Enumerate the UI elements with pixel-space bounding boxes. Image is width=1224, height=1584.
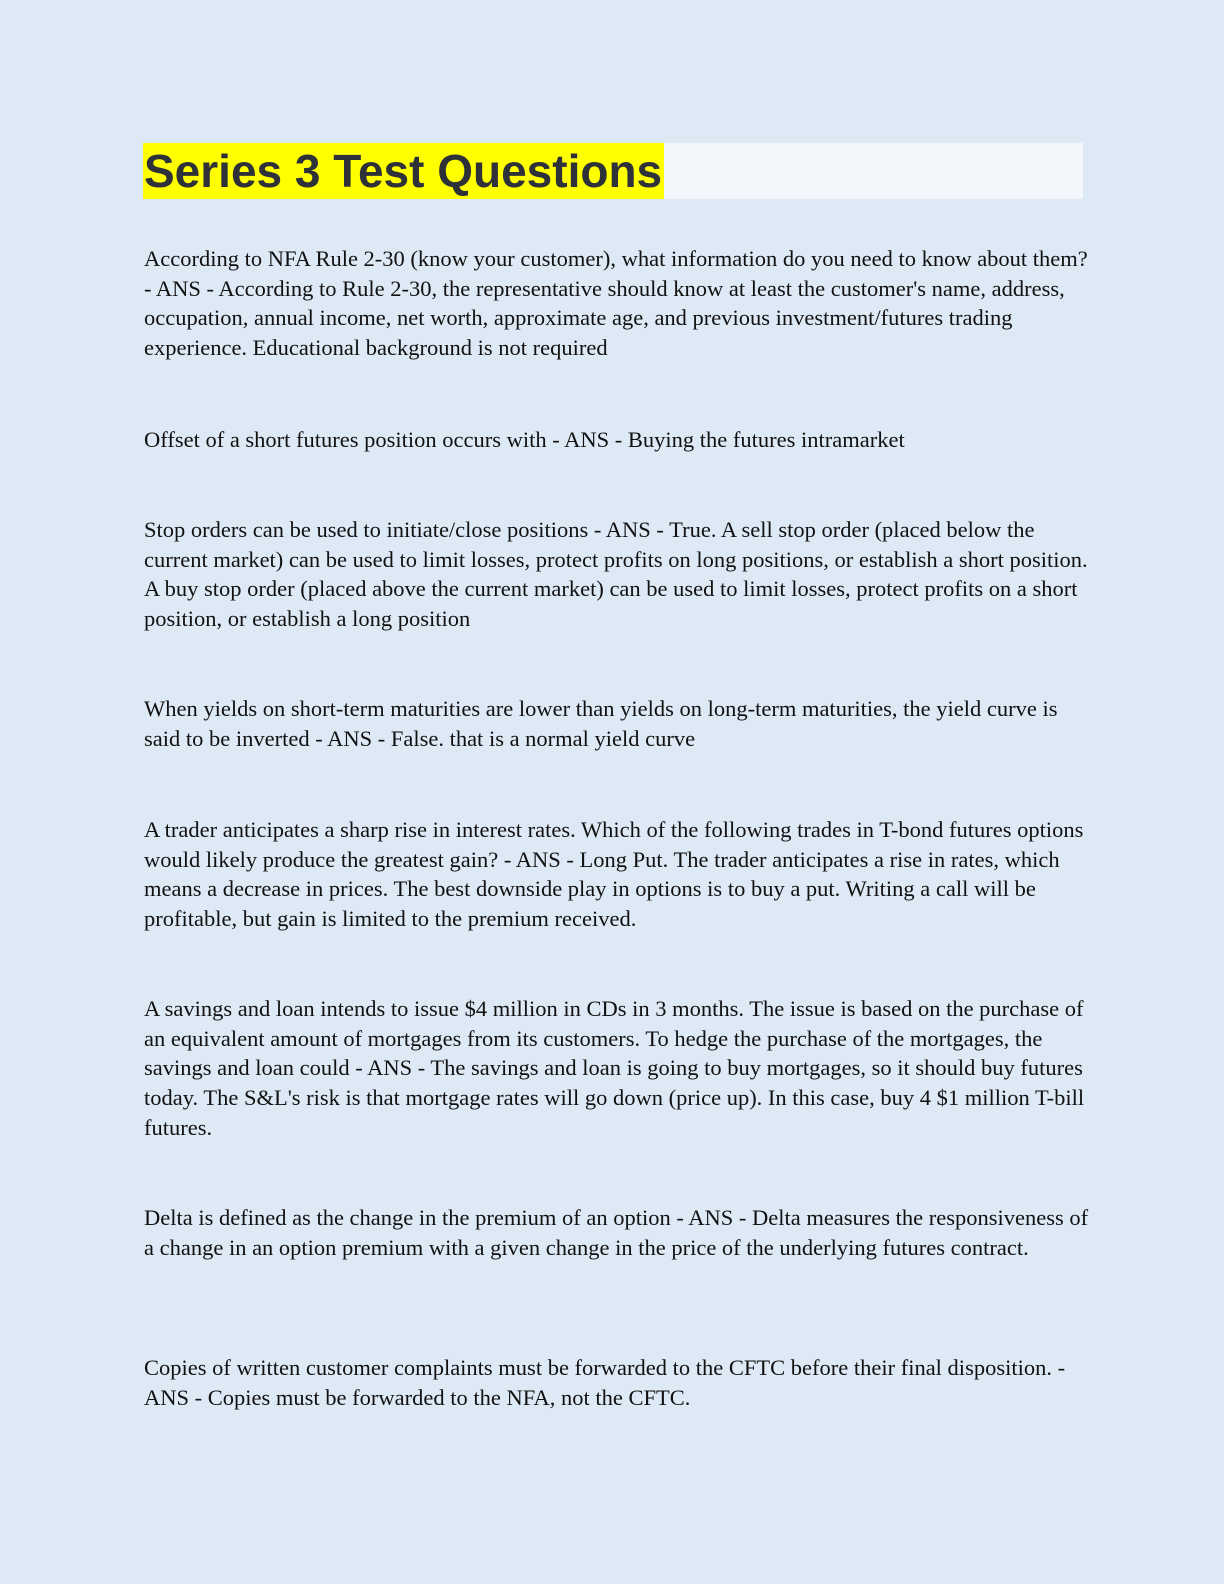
title-bar xyxy=(143,143,1083,199)
question-answer-7: Delta is defined as the change in the premium of an option - ANS - Delta measures the responsiveness of a change in an option premium with a given change in the price of the underlying futures contract. xyxy=(144,1205,1089,1260)
question-answer-8: Copies of written customer complaints must be forwarded to the CFTC before their final disposition. - ANS - Copies must be forwarded to the NFA, not the CFTC. xyxy=(144,1355,1066,1410)
question-answer-5: A trader anticipates a sharp rise in interest rates. Which of the following trades in T-bond futures options would likely produce the greatest gain? - ANS - Long Put. The trader anticipates a rise in rates, which means a decrease in prices. The best downside play in options is to buy a put. Writing a call will be profitable, but gain is limited to the premium received. xyxy=(144,817,1084,932)
question-answer-3: Stop orders can be used to initiate/close positions - ANS - True. A sell stop order (placed below the current market) can be used to limit losses, protect profits on long positions, or establish a short position. A buy stop order (placed above the current market) can be used to limit losses, protect profits on a short position, or establish a long position xyxy=(144,517,1088,632)
question-answer-4: When yields on short-term maturities are lower than yields on long-term maturities, the yield curve is said to be inverted - ANS - False. that is a normal yield curve xyxy=(144,696,1058,751)
question-answer-1: According to NFA Rule 2-30 (know your customer), what information do you need to know about them? - ANS - According to Rule 2-30, the representative should know at least the customer's name, address, occupation, annual income, net worth, approximate age, and previous investment/futures trading experience. Educational background is not required xyxy=(144,246,1088,361)
question-answer-2: Offset of a short futures position occurs with - ANS - Buying the futures intramarket xyxy=(144,427,905,452)
page-title: Series 3 Test Questions xyxy=(144,145,663,197)
question-answer-6: A savings and loan intends to issue $4 million in CDs in 3 months. The issue is based on the purchase of an equivalent amount of mortgages from its customers. To hedge the purchase of the mortgages, the savings and loan could - ANS - The savings and loan is going to buy mortgages, so it should buy futures today. The S&L's risk is that mortgage rates will go down (price up). In this case, buy 4 $1 million T-bill futures. xyxy=(144,996,1085,1140)
